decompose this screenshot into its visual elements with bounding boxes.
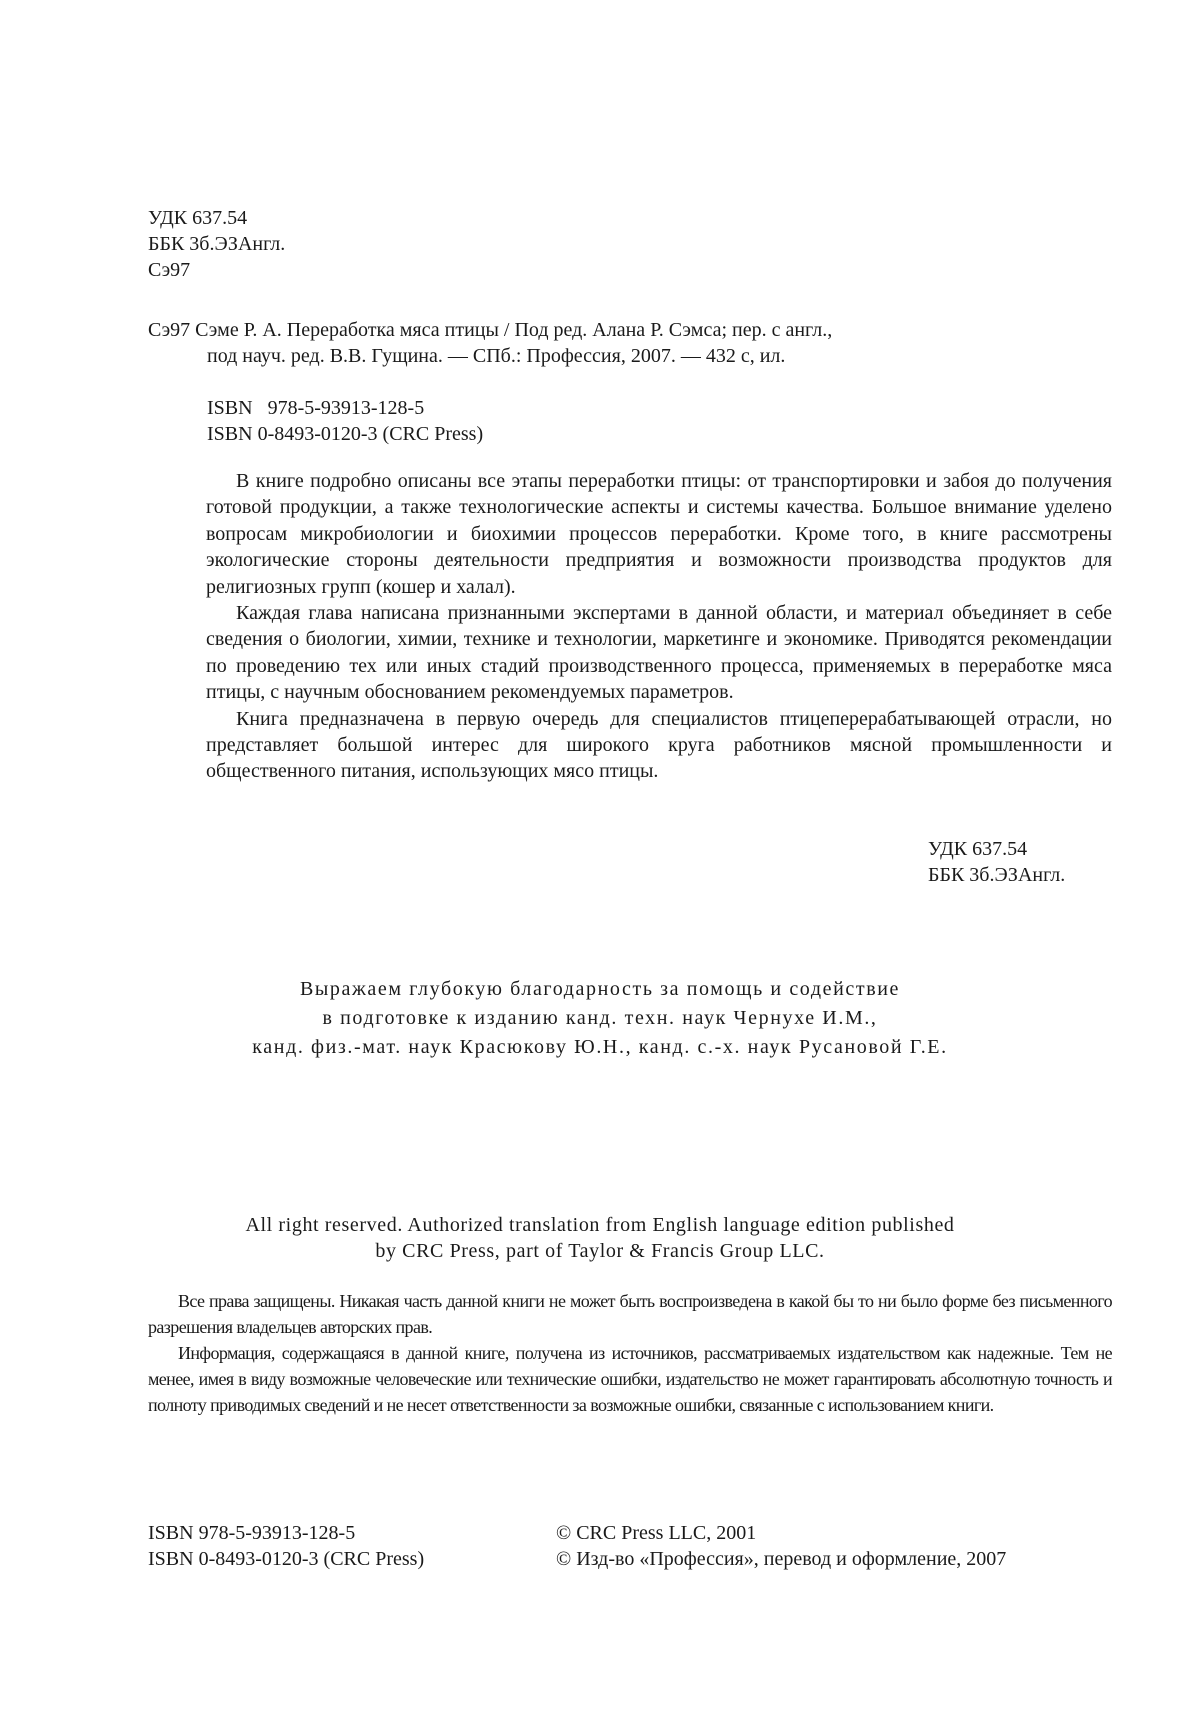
rights-english [150, 1212, 1050, 1264]
udk-code: УДК 637.54 [148, 207, 248, 229]
annotation-paragraph: В книге подробно описаны все этапы переработки птицы: от транспортировки и забоя до получения готовой продукции, а также технологические аспекты и системы качества. Большое внимание уделено вопросам микробиологии и биохимии процессов переработки. Кроме того, в книге рассмотрены экологические стороны деятельности предприятия и возможности производства продуктов для религиозных групп (кошер и халал). [206, 470, 1112, 598]
classification-block [148, 205, 285, 283]
rights-russian [148, 1288, 1112, 1418]
footer-isbn-1: ISBN 978-5-93913-128-5 [148, 1522, 356, 1544]
footer-copyright [556, 1520, 1006, 1572]
annotation [206, 468, 1112, 785]
isbn-line-1: ISBN 978-5-93913-128-5 [207, 397, 425, 419]
rights-en-line: All right reserved. Authorized translation from English language edition published [245, 1214, 955, 1236]
bbk-code: ББК 3б.ЭЗАнгл. [928, 864, 1066, 886]
annotation-paragraph: Книга предназначена в первую очередь для специалистов птицеперерабатывающей отрасли, но представляет большой интерес для широкого круга работников мясной промышленности и общественного питания, использующих мясо птицы. [206, 707, 1112, 783]
bibliographic-record [148, 317, 832, 369]
author-code: Сэ97 [148, 259, 191, 281]
thanks-line: в подготовке к изданию канд. техн. наук Чернухе И.М., [322, 1007, 878, 1029]
biblio-line-1: Сэ97 Сэме Р. А. Переработка мяса птицы / Под ред. Алана Р. Сэмса; пер. с англ., [148, 319, 833, 341]
rights-en-line: by CRC Press, part of Taylor & Francis Group LLC. [375, 1240, 825, 1262]
isbn-line-2: ISBN 0-8493-0120-3 (CRC Press) [207, 423, 484, 445]
footer-isbn [148, 1520, 424, 1572]
isbn-block [207, 395, 483, 447]
udk-code: УДК 637.54 [928, 838, 1028, 860]
thanks-line: канд. физ.-мат. наук Красюкову Ю.Н., канд. с.-х. наук Русановой Г.Е. [252, 1036, 948, 1058]
annotation-paragraph: Каждая глава написана признанными экспертами в данной области, и материал объединяет в себе сведения о биологии, химии, технике и технологии, маркетинге и экономике. Приводятся рекомендации по проведению тех или иных стадий производственного процесса, применяемых в переработке мяса птицы, с научным обоснованием рекомендуемых параметров. [206, 602, 1112, 704]
bbk-code: ББК 3б.ЭЗАнгл. [148, 233, 286, 255]
thanks-line: Выражаем глубокую благодарность за помощь и содействие [299, 978, 901, 1000]
acknowledgements [150, 975, 1050, 1062]
copyright-2: © Изд-во «Профессия», перевод и оформление, 2007 [556, 1548, 1007, 1570]
classification-block-bottom [928, 836, 1065, 888]
copyright-1: © CRC Press LLC, 2001 [556, 1522, 757, 1544]
rights-ru-paragraph: Все права защищены. Никакая часть данной книги не может быть воспроизведена в какой бы то ни было форме без письменного разрешения владельцев авторских прав. [148, 1291, 1112, 1337]
footer-isbn-2: ISBN 0-8493-0120-3 (CRC Press) [148, 1548, 425, 1570]
rights-ru-paragraph: Информация, содержащаяся в данной книге, получена из источников, рассматриваемых издательством как надежные. Тем не менее, имея в виду возможные человеческие или технические ошибки, издательство не может гарантировать абсолютную точность и полноту приводимых сведений и не несет ответственности за возможные ошибки, связанные с использованием книги. [148, 1343, 1112, 1415]
biblio-line-2: под науч. ред. В.В. Гущина. — СПб.: Профессия, 2007. — 432 с, ил. [207, 345, 786, 367]
